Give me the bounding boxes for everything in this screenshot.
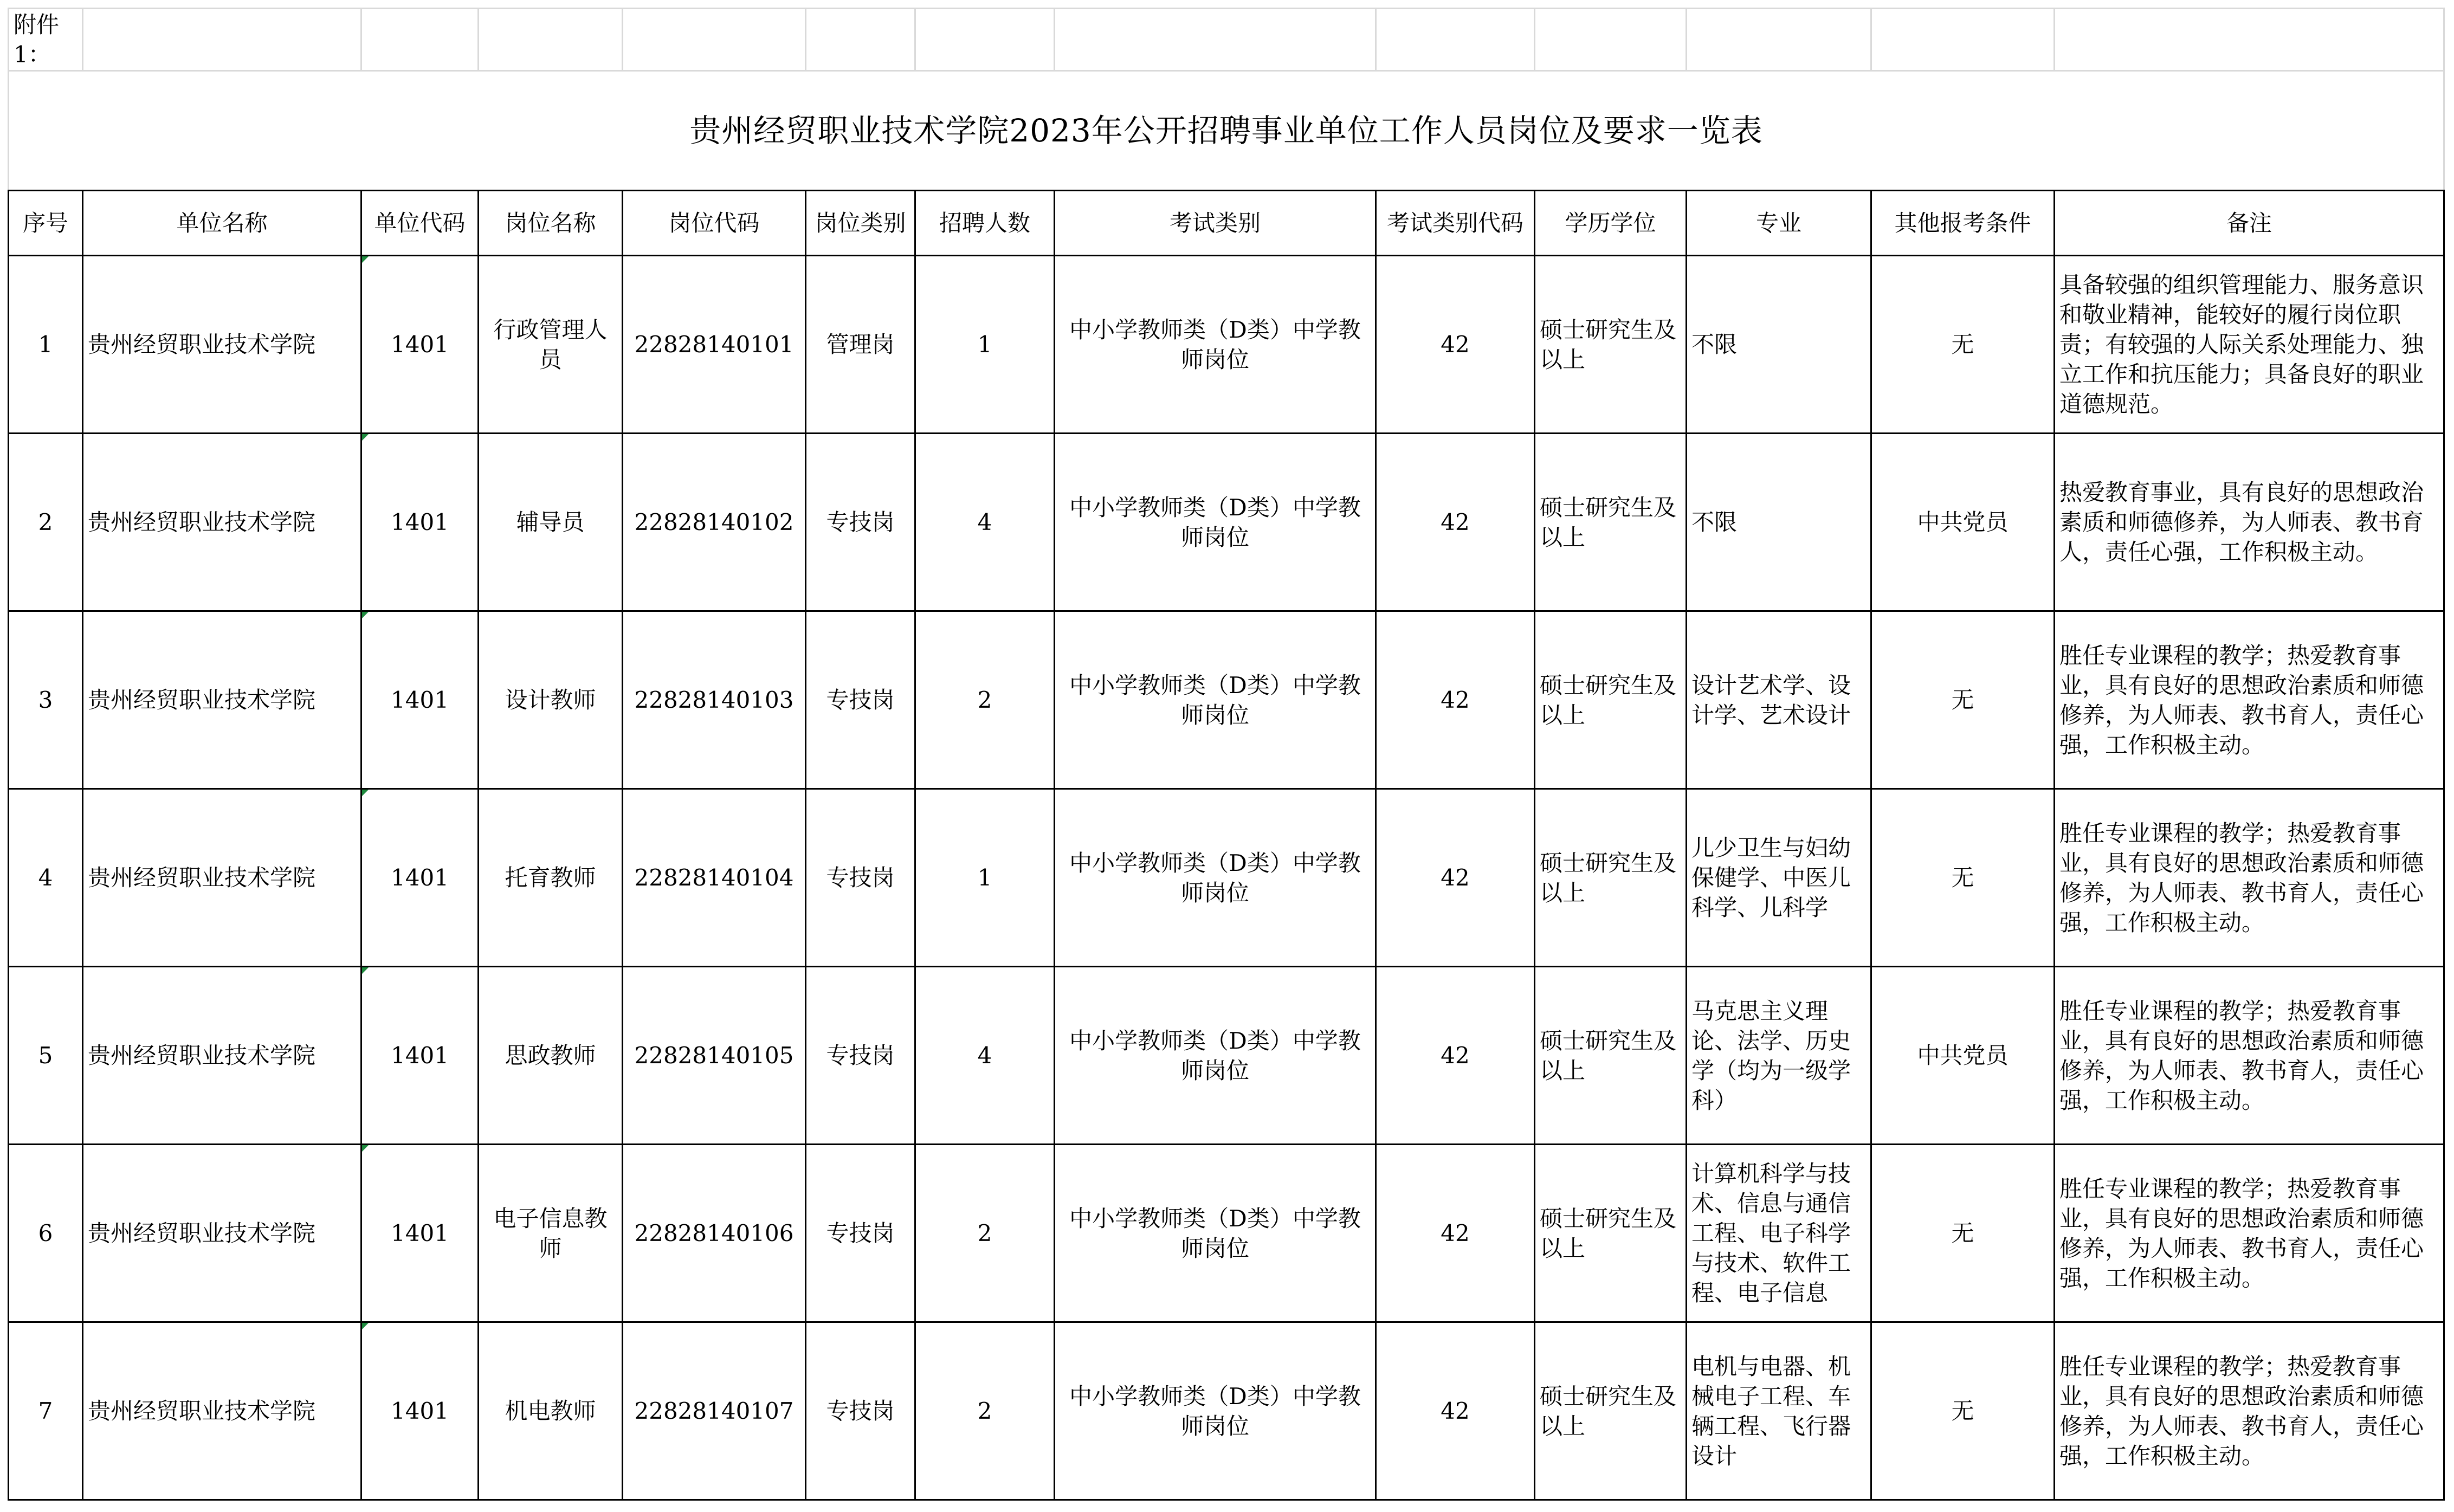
unit-name-cell[interactable]: 贵州经贸职业技术学院 — [83, 789, 361, 967]
header-row — [9, 191, 2444, 256]
empty-cell[interactable] — [1535, 9, 1687, 71]
post-code-cell[interactable]: 22828140107 — [623, 1322, 806, 1500]
unit-code-cell[interactable]: 1401 — [361, 434, 479, 611]
recruit-count-cell[interactable]: 4 — [915, 434, 1055, 611]
exam-code-cell[interactable]: 42 — [1376, 1145, 1535, 1322]
unit-name-cell[interactable]: 贵州经贸职业技术学院 — [83, 611, 361, 789]
other-conditions-cell[interactable]: 中共党员 — [1871, 967, 2055, 1145]
row-number-cell[interactable]: 4 — [9, 789, 83, 967]
remark-cell[interactable]: 胜任专业课程的教学；热爱教育事业，具有良好的思想政治素质和师德修养，为人师表、教书育人，责任心强，工作积极主动。 — [2055, 1145, 2444, 1322]
remark-cell[interactable]: 胜任专业课程的教学；热爱教育事业，具有良好的思想政治素质和师德修养，为人师表、教书育人，责任心强，工作积极主动。 — [2055, 967, 2444, 1145]
unit-name-cell[interactable]: 贵州经贸职业技术学院 — [83, 256, 361, 434]
table-row — [9, 789, 2444, 967]
empty-cell[interactable] — [1687, 9, 1871, 71]
remark-cell[interactable]: 热爱教育事业，具有良好的思想政治素质和师德修养，为人师表、教书育人，责任心强，工作积极主动。 — [2055, 434, 2444, 611]
header-cell[interactable]: 岗位类别 — [806, 191, 915, 256]
unit-name-cell[interactable]: 贵州经贸职业技术学院 — [83, 1145, 361, 1322]
header-cell[interactable]: 学历学位 — [1535, 191, 1687, 256]
post-type-cell[interactable]: 专技岗 — [806, 1322, 915, 1500]
degree-cell[interactable]: 硕士研究生及以上 — [1535, 1322, 1687, 1500]
post-type-cell[interactable]: 专技岗 — [806, 1145, 915, 1322]
post-name-cell[interactable]: 行政管理人员 — [479, 256, 623, 434]
unit-name-cell[interactable]: 贵州经贸职业技术学院 — [83, 434, 361, 611]
exam-type-cell[interactable]: 中小学教师类（D类）中学教师岗位 — [1055, 611, 1376, 789]
empty-cell[interactable] — [83, 9, 361, 71]
exam-type-cell[interactable]: 中小学教师类（D类）中学教师岗位 — [1055, 434, 1376, 611]
degree-cell[interactable]: 硕士研究生及以上 — [1535, 967, 1687, 1145]
unit-code-cell[interactable]: 1401 — [361, 1145, 479, 1322]
exam-code-cell[interactable]: 42 — [1376, 256, 1535, 434]
other-conditions-cell[interactable]: 无 — [1871, 1322, 2055, 1500]
table-body — [9, 256, 2444, 1500]
exam-code-cell[interactable]: 42 — [1376, 611, 1535, 789]
empty-cell[interactable] — [806, 9, 915, 71]
remark-cell[interactable]: 具备较强的组织管理能力、服务意识和敬业精神，能较好的履行岗位职责；有较强的人际关系处理能力、独立工作和抗压能力；具备良好的职业道德规范。 — [2055, 256, 2444, 434]
recruit-count-cell[interactable]: 4 — [915, 967, 1055, 1145]
exam-type-cell[interactable]: 中小学教师类（D类）中学教师岗位 — [1055, 789, 1376, 967]
attachment-label: 附件1： — [9, 9, 83, 71]
sheet-title: 贵州经贸职业技术学院2023年公开招聘事业单位工作人员岗位及要求一览表 — [9, 71, 2444, 191]
other-conditions-cell[interactable]: 中共党员 — [1871, 434, 2055, 611]
row-number-cell[interactable]: 7 — [9, 1322, 83, 1500]
table-row — [9, 1322, 2444, 1500]
post-type-cell[interactable]: 专技岗 — [806, 789, 915, 967]
other-conditions-cell[interactable]: 无 — [1871, 611, 2055, 789]
unit-code-cell[interactable]: 1401 — [361, 611, 479, 789]
major-cell[interactable]: 设计艺术学、设计学、艺术设计 — [1687, 611, 1871, 789]
exam-type-cell[interactable]: 中小学教师类（D类）中学教师岗位 — [1055, 1145, 1376, 1322]
header-cell[interactable]: 单位名称 — [83, 191, 361, 256]
unit-name-cell[interactable]: 贵州经贸职业技术学院 — [83, 967, 361, 1145]
post-type-cell[interactable]: 专技岗 — [806, 434, 915, 611]
table-row — [9, 256, 2444, 434]
post-type-cell[interactable]: 专技岗 — [806, 967, 915, 1145]
attachment-row — [9, 9, 2444, 71]
header-cell[interactable]: 岗位代码 — [623, 191, 806, 256]
row-number-cell[interactable]: 2 — [9, 434, 83, 611]
unit-code-cell[interactable]: 1401 — [361, 789, 479, 967]
empty-cell[interactable] — [915, 9, 1055, 71]
post-name-cell[interactable]: 设计教师 — [479, 611, 623, 789]
remark-cell[interactable]: 胜任专业课程的教学；热爱教育事业，具有良好的思想政治素质和师德修养，为人师表、教书育人，责任心强，工作积极主动。 — [2055, 611, 2444, 789]
remark-cell[interactable]: 胜任专业课程的教学；热爱教育事业，具有良好的思想政治素质和师德修养，为人师表、教书育人，责任心强，工作积极主动。 — [2055, 789, 2444, 967]
empty-cell[interactable] — [623, 9, 806, 71]
header-cell[interactable]: 招聘人数 — [915, 191, 1055, 256]
major-cell[interactable]: 电机与电器、机械电子工程、车辆工程、飞行器设计 — [1687, 1322, 1871, 1500]
other-conditions-cell[interactable]: 无 — [1871, 1145, 2055, 1322]
recruit-count-cell[interactable]: 2 — [915, 1322, 1055, 1500]
degree-cell[interactable]: 硕士研究生及以上 — [1535, 1145, 1687, 1322]
unit-code-cell[interactable]: 1401 — [361, 256, 479, 434]
unit-name-cell[interactable]: 贵州经贸职业技术学院 — [83, 1322, 361, 1500]
header-cell[interactable]: 备注 — [2055, 191, 2444, 256]
other-conditions-cell[interactable]: 无 — [1871, 256, 2055, 434]
post-type-cell[interactable]: 管理岗 — [806, 256, 915, 434]
post-code-cell[interactable]: 22828140101 — [623, 256, 806, 434]
other-conditions-cell[interactable]: 无 — [1871, 789, 2055, 967]
empty-cell[interactable] — [479, 9, 623, 71]
post-code-cell[interactable]: 22828140103 — [623, 611, 806, 789]
recruit-count-cell[interactable]: 2 — [915, 611, 1055, 789]
post-name-cell[interactable]: 辅导员 — [479, 434, 623, 611]
table-row — [9, 1145, 2444, 1322]
degree-cell[interactable]: 硕士研究生及以上 — [1535, 434, 1687, 611]
major-cell[interactable]: 不限 — [1687, 256, 1871, 434]
recruitment-table — [8, 8, 2445, 1501]
table-row — [9, 611, 2444, 789]
degree-cell[interactable]: 硕士研究生及以上 — [1535, 611, 1687, 789]
empty-cell[interactable] — [2055, 9, 2444, 71]
row-number-cell[interactable]: 3 — [9, 611, 83, 789]
header-cell[interactable]: 序号 — [9, 191, 83, 256]
post-code-cell[interactable]: 22828140105 — [623, 967, 806, 1145]
post-name-cell[interactable]: 电子信息教师 — [479, 1145, 623, 1322]
header-cell[interactable]: 考试类别代码 — [1376, 191, 1535, 256]
exam-type-cell[interactable]: 中小学教师类（D类）中学教师岗位 — [1055, 967, 1376, 1145]
empty-cell[interactable] — [1871, 9, 2055, 71]
recruit-count-cell[interactable]: 1 — [915, 789, 1055, 967]
unit-code-cell[interactable]: 1401 — [361, 967, 479, 1145]
empty-cell[interactable] — [1376, 9, 1535, 71]
exam-code-cell[interactable]: 42 — [1376, 967, 1535, 1145]
degree-cell[interactable]: 硕士研究生及以上 — [1535, 256, 1687, 434]
header-cell[interactable]: 单位代码 — [361, 191, 479, 256]
empty-cell[interactable] — [361, 9, 479, 71]
table-row — [9, 434, 2444, 611]
post-code-cell[interactable]: 22828140102 — [623, 434, 806, 611]
table-row — [9, 967, 2444, 1145]
recruit-count-cell[interactable]: 2 — [915, 1145, 1055, 1322]
exam-type-cell[interactable]: 中小学教师类（D类）中学教师岗位 — [1055, 256, 1376, 434]
major-cell[interactable]: 马克思主义理论、法学、历史学（均为一级学科） — [1687, 967, 1871, 1145]
empty-cell[interactable] — [1055, 9, 1376, 71]
exam-type-cell[interactable]: 中小学教师类（D类）中学教师岗位 — [1055, 1322, 1376, 1500]
remark-cell[interactable]: 胜任专业课程的教学；热爱教育事业，具有良好的思想政治素质和师德修养，为人师表、教书育人，责任心强，工作积极主动。 — [2055, 1322, 2444, 1500]
degree-cell[interactable]: 硕士研究生及以上 — [1535, 789, 1687, 967]
post-code-cell[interactable]: 22828140106 — [623, 1145, 806, 1322]
row-number-cell[interactable]: 1 — [9, 256, 83, 434]
header-cell[interactable]: 专业 — [1687, 191, 1871, 256]
row-number-cell[interactable]: 6 — [9, 1145, 83, 1322]
exam-code-cell[interactable]: 42 — [1376, 434, 1535, 611]
header-cell[interactable]: 考试类别 — [1055, 191, 1376, 256]
header-cell[interactable]: 岗位名称 — [479, 191, 623, 256]
post-code-cell[interactable]: 22828140104 — [623, 789, 806, 967]
row-number-cell[interactable]: 5 — [9, 967, 83, 1145]
exam-code-cell[interactable]: 42 — [1376, 789, 1535, 967]
major-cell[interactable]: 儿少卫生与妇幼保健学、中医儿科学、儿科学 — [1687, 789, 1871, 967]
post-type-cell[interactable]: 专技岗 — [806, 611, 915, 789]
unit-code-cell[interactable]: 1401 — [361, 1322, 479, 1500]
title-row — [9, 71, 2444, 191]
header-cell[interactable]: 其他报考条件 — [1871, 191, 2055, 256]
post-name-cell[interactable]: 托育教师 — [479, 789, 623, 967]
major-cell[interactable]: 不限 — [1687, 434, 1871, 611]
post-name-cell[interactable]: 机电教师 — [479, 1322, 623, 1500]
post-name-cell[interactable]: 思政教师 — [479, 967, 623, 1145]
recruit-count-cell[interactable]: 1 — [915, 256, 1055, 434]
major-cell[interactable]: 计算机科学与技术、信息与通信工程、电子科学与技术、软件工程、电子信息 — [1687, 1145, 1871, 1322]
exam-code-cell[interactable]: 42 — [1376, 1322, 1535, 1500]
